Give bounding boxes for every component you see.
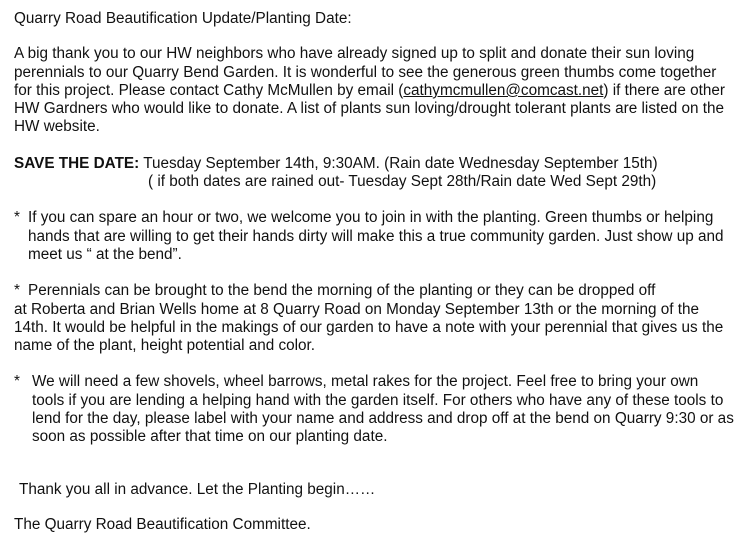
bullet-item-perennials <box>14 282 734 355</box>
bullet-text-first-line: Perennials can be brought to the bend the morning of the planting or they can be dropped off <box>28 282 656 300</box>
document-title: Quarry Road Beautification Update/Planting Date: <box>14 10 352 27</box>
bullet-text: If you can spare an hour or two, we welcome you to join in with the planting. Green thumbs or helping hands that are willing to get their hands dirty will make this a true community garden. Just show up and meet us “ at the bend”. <box>28 209 724 263</box>
bullet-item-join-planting <box>14 209 734 264</box>
email-link[interactable]: cathymcmullen@comcast.net <box>403 81 604 99</box>
document-body <box>14 10 734 534</box>
intro-text-end: ) if there are other HW Gardners who would like to donate. A list of plants sun loving/drought tolerant plants are listed on the HW website. <box>14 81 725 136</box>
bullet-text-continued: at Roberta and Brian Wells home at 8 Quarry Road on Monday September 13th or the morning of the 14th. It would be helpful in the makings of our garden to have a note with your perennial that gives us the name of the plant, height potential and color. <box>14 300 724 355</box>
bullet-text: We will need a few shovels, wheel barrows, metal rakes for the project. Feel free to bring your own tools if you are lending a helping hand with the garden itself. For others who have any of these tools to lend for the day, please label with your name and address and drop off at the bend on Quarry 9:30 or as soon as possible after that time on our planting date. <box>32 373 734 446</box>
bullet-item-tools <box>14 373 734 446</box>
save-the-date-alternate: ( if both dates are rained out- Tuesday Sept 28th/Rain date Wed Sept 29th) <box>148 173 657 191</box>
intro-paragraph <box>14 45 734 136</box>
intro-text-start: A big thank you to our HW neighbors who have already signed up to split and donate their sun loving perennials to our Quarry Bend Garden. It is wonderful to see the generous green thumbs come together for this project. Please contact Cathy McMullen by email ( <box>14 45 717 99</box>
bullet-marker: * <box>14 282 20 300</box>
signature: The Quarry Road Beautification Committee. <box>14 515 311 533</box>
bullet-marker: * <box>14 209 20 227</box>
save-the-date-primary: Tuesday September 14th, 9:30AM. (Rain date Wednesday September 15th) <box>139 154 658 172</box>
save-the-date-label: SAVE THE DATE: <box>14 154 140 172</box>
bullet-marker: * <box>14 373 20 391</box>
save-the-date-line <box>14 155 734 173</box>
thank-you-line: Thank you all in advance. Let the Planting begin…… <box>19 480 376 498</box>
